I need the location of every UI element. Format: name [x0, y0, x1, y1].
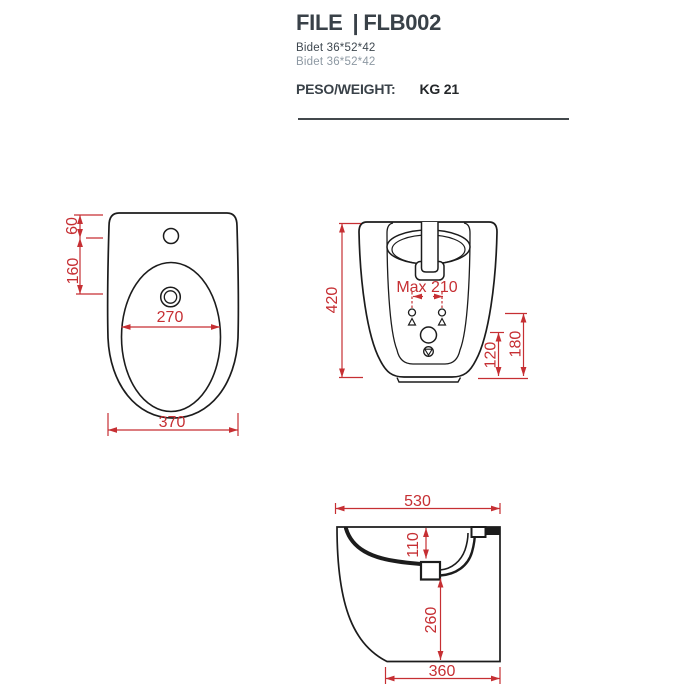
inlet-hole-right — [439, 309, 446, 316]
tap-column — [422, 222, 439, 272]
inlet-hole-left — [409, 309, 416, 316]
front-view-max-210 — [396, 279, 457, 308]
dim-label-max-210: Max 210 — [396, 279, 458, 296]
front-view-dim-120-180 — [478, 314, 528, 379]
tap-hole — [164, 229, 179, 244]
dim-label-110: 110 — [405, 532, 423, 558]
title-separator: | — [352, 10, 359, 35]
side-view — [336, 493, 501, 684]
series-name: FILE — [296, 10, 343, 35]
drain-symbol-triangle — [425, 349, 432, 355]
tap-hole-section — [472, 527, 486, 537]
dim-label-60: 60 — [64, 217, 82, 235]
side-view-dim-360 — [386, 663, 501, 684]
front-view-dim-420 — [324, 224, 363, 378]
front-view — [324, 222, 528, 382]
drain-outer — [161, 287, 181, 307]
top-view-dim-60-160 — [64, 215, 103, 294]
dim-label-370: 370 — [158, 414, 186, 431]
dim-label-260: 260 — [423, 606, 441, 634]
side-view-dim-110 — [405, 528, 426, 559]
dim-label-120: 120 — [482, 341, 500, 369]
drain-box-section — [421, 562, 440, 580]
inlet-triangle-right — [439, 319, 446, 326]
top-view — [64, 213, 238, 436]
dim-label-160: 160 — [65, 257, 83, 285]
front-view-foot — [397, 378, 461, 383]
tap-block-solid — [487, 528, 501, 536]
subtitle-secondary: Bidet 36*52*42 — [296, 56, 376, 68]
dim-label-420: 420 — [324, 286, 342, 314]
top-view-dim-270 — [122, 309, 221, 327]
dim-label-180: 180 — [507, 330, 525, 358]
dim-label-530: 530 — [404, 493, 431, 510]
subtitle-primary: Bidet 36*52*42 — [296, 42, 376, 54]
side-view-dim-260 — [423, 579, 440, 661]
dim-label-360: 360 — [428, 663, 456, 680]
top-view-dim-370 — [108, 413, 238, 436]
basin-rim — [122, 263, 221, 412]
drain-inner — [164, 291, 176, 303]
dim-label-270: 270 — [156, 309, 184, 326]
side-view-dim-530 — [336, 493, 501, 514]
weight-value: KG 21 — [419, 81, 459, 97]
product-code: FLB002 — [363, 10, 441, 35]
weight-label: PESO/WEIGHT: — [296, 81, 396, 97]
inlet-triangle-left — [409, 319, 416, 326]
overflow-hole — [421, 327, 437, 343]
